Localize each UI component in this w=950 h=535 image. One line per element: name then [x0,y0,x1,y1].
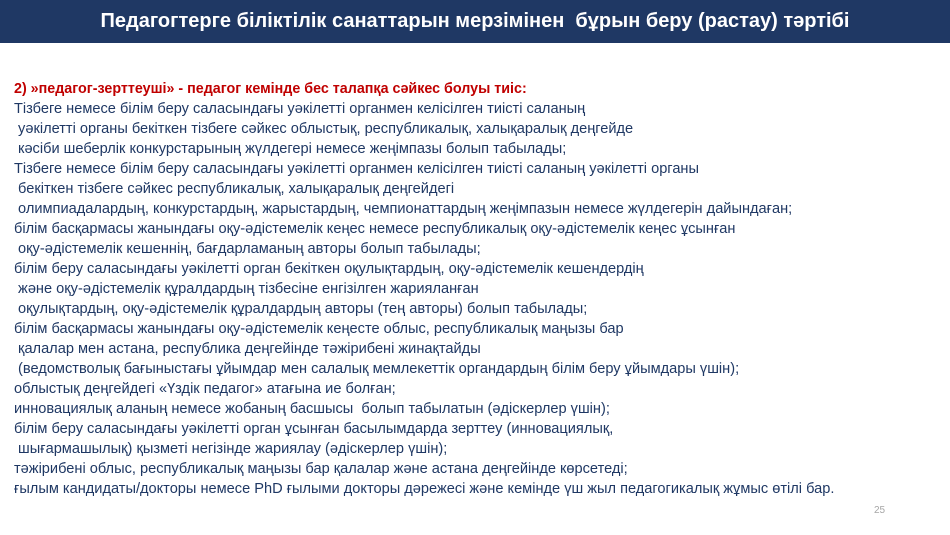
text-line: білім беру саласындағы уәкілетті орган ұсынған басылымдарда зерттеу (инновациялық, [14,421,614,437]
text-line: бекіткен тізбеге сәйкес республикалық, халықаралық деңгейдегі [14,181,455,197]
section-heading: 2) »педагог-зерттеуші» - педагог кемінде бес талапқа сәйкес болуы тиіс: [14,81,527,97]
slide-title: Педагогтерге біліктілік санаттарын мерзімінен бұрын беру (растау) тәртібі [100,10,850,32]
text-line: уәкілетті органы бекіткен тізбеге сәйкес облыстық, республикалық, халықаралық деңгейде [14,121,634,137]
title-banner [0,0,950,43]
text-line: (ведомстволық бағыныстағы ұйымдар мен салалық мемлекеттік органдардың білім беру ұйымдары үшін); [14,361,740,377]
text-line: Тізбеге немесе білім беру саласындағы уәкілетті органмен келісілген тиісті саланың уәкілетті органы [14,161,699,177]
text-line: оқулықтардың, оқу-әдістемелік құралдардың авторы (тең авторы) болып табылады; [14,301,588,317]
text-line: облыстық деңгейдегі «Үздік педагог» атағына ие болған; [14,381,396,397]
text-line: инновациялық аланың немесе жобаның басшысы болып табылатын (әдіскерлер үшін); [14,401,610,417]
text-line: және оқу-әдістемелік құралдардың тізбесіне енгізілген жарияланған [14,281,479,297]
slide-body [14,80,950,499]
page-number: 25 [874,505,886,516]
text-line: білім басқармасы жанындағы оқу-әдістемелік кеңес немесе республикалық оқу-әдістемелік кеңес ұсынған [14,221,736,237]
text-line: білім басқармасы жанындағы оқу-әдістемелік кеңесте облыс, республикалық маңызы бар [14,321,624,337]
text-line: шығармашылық) қызметі негізінде жариялау (әдіскерлер үшін); [14,441,448,457]
text-line: тәжірибені облыс, республикалық маңызы бар қалалар және астана деңгейінде көрсетеді; [14,461,628,477]
text-line: олимпиадалардың, конкурстардың, жарыстардың, чемпионаттардың жеңімпазын немесе жүлдегерін дайындаған; [14,201,793,217]
text-line: Тізбеге немесе білім беру саласындағы уәкілетті органмен келісілген тиісті саланың [14,101,586,117]
text-line: қалалар мен астана, республика деңгейінде тәжірибені жинақтайды [14,341,481,357]
text-line: білім беру саласындағы уәкілетті орган бекіткен оқулықтардың, оқу-әдістемелік кешендердің [14,261,644,277]
text-line: ғылым кандидаты/докторы немесе PhD ғылыми докторы дәрежесі және кемінде үш жыл педагогикалық жұмыс өтілі бар. [14,481,835,497]
text-line: кәсіби шеберлік конкурстарының жүлдегері немесе жеңімпазы болып табылады; [14,141,567,157]
text-line: оқу-әдістемелік кешеннің, бағдарламаның авторы болып табылады; [14,241,481,257]
